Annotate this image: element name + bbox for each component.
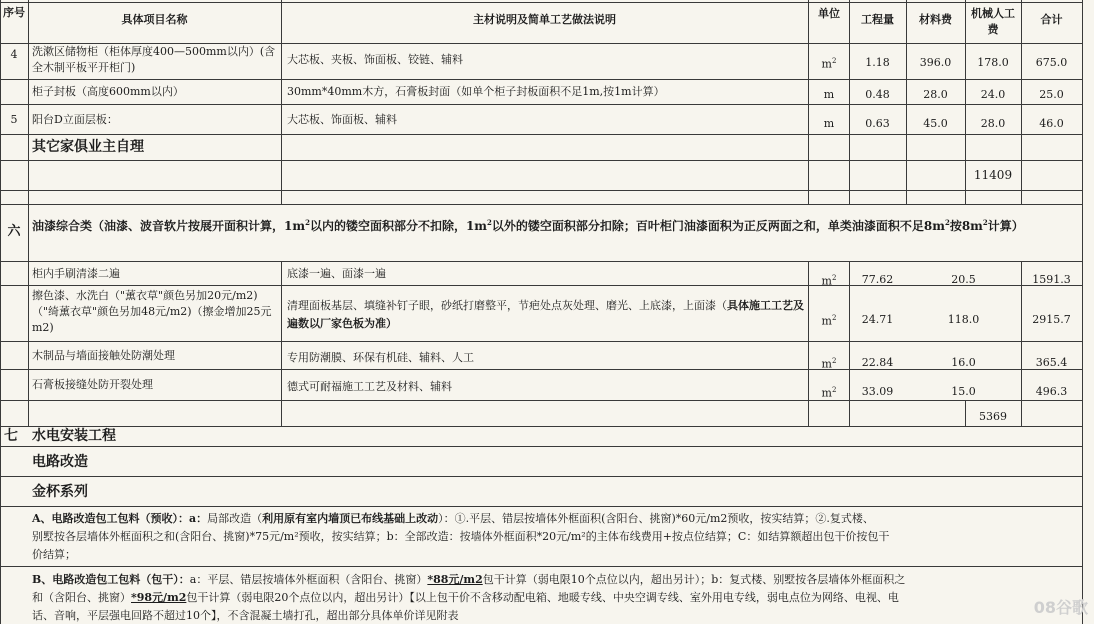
row-total: 25.0	[1039, 88, 1064, 101]
note-b-line: B、电路改造包工包料（包干）：a：平层、错层按墙体外框面积（含阳台、挑窗）*88元/m2包干计算（弱电限10个点位以内，超出另计）；b：复式楼、别墅按各层墙体外框面积之	[32, 573, 906, 586]
grid-line	[906, 0, 907, 204]
section-seq: 七	[4, 428, 18, 444]
grid-line	[0, 426, 1082, 427]
grid-line	[808, 0, 809, 204]
row-unit: m	[823, 117, 835, 130]
header-unit: 单位	[818, 7, 840, 20]
row-item-name: 洗漱区储物柜（柜体厚度400—500mm以内）(含全木制平板平开柜门)	[32, 45, 276, 74]
row-seq: 4	[10, 48, 18, 61]
section-subtotal: 5369	[979, 410, 1007, 423]
grid-line	[281, 0, 282, 204]
grid-line	[0, 506, 1082, 507]
grid-line	[0, 341, 1082, 342]
row-qty: 24.71	[861, 313, 894, 326]
header-seq: 序号	[3, 6, 25, 19]
row-total: 46.0	[1039, 117, 1064, 130]
row-labor: 28.0	[980, 117, 1006, 130]
grid-line	[0, 0, 1, 624]
row-item-name: 柜内手刷清漆二遍	[32, 267, 120, 280]
section-title: 油漆综合类（油漆、波音软片按展开面积计算，$1m^2$以内的镂空面积部分不扣除，$1m^2$以外的镂空面积部分扣除；百叶柜门油漆面积为正反两面之和，单类油漆面积不足$8m^2$按$8m^2$计算）	[32, 218, 1024, 233]
header-item-name: 具体项目名称	[121, 13, 188, 26]
row-qty: 77.62	[861, 273, 894, 286]
row-total: 1591.3	[1032, 273, 1071, 286]
row-description: 德式可耐福施工工艺及材料、辅料	[287, 380, 452, 393]
row-unit: $m^2$	[821, 386, 837, 400]
note-a-line: 价结算；	[32, 548, 76, 561]
row-labor: 178.0	[977, 56, 1009, 69]
row-unit: $m^2$	[821, 357, 837, 371]
row-total: 675.0	[1035, 56, 1068, 69]
grid-line	[0, 160, 1082, 161]
row-qty: 22.84	[861, 356, 894, 369]
row-description: 底漆一遍、面漆一遍	[287, 267, 386, 280]
row-unit-price: 16.0	[951, 356, 976, 369]
grid-line	[0, 134, 1082, 135]
grid-line	[1082, 0, 1083, 624]
header-quantity: 工程量	[861, 13, 894, 26]
section-subtotal: 11409	[973, 168, 1013, 182]
row-unit-price: 20.5	[951, 273, 976, 286]
grid-line	[0, 446, 1082, 447]
grid-line	[281, 261, 282, 426]
grid-line	[0, 261, 1082, 262]
grid-line	[0, 79, 1082, 80]
grid-line	[0, 2, 1082, 3]
row-item-name: 其它家俱业主自理	[32, 139, 144, 155]
section-title: 水电安装工程	[32, 428, 116, 444]
row-qty: 0.48	[865, 88, 890, 101]
row-seq: 5	[10, 113, 18, 126]
note-a-line: 别墅按各层墙体外框面积之和(含阳台、挑窗)*75元/m²预收，按实结算；b：全部改造：按墙体外框面积*20元/m²的主体布线费用+按点位结算；C：如结算额超出包干价按包干	[32, 530, 890, 543]
row-unit: m	[823, 88, 835, 101]
note-a-line: A、电路改造包工包料（预收）：a：局部改造（利用原有室内墙顶已布线基础上改动）：①.平层、错层按墙体外框面积(含阳台、挑窗)*60元/m2预收，按实结算；②.复式楼、	[32, 512, 874, 525]
row-description: 30mm*40mm木方，石膏板封面（如单个柜子封板面积不足1m,按1m计算）	[287, 85, 665, 98]
row-material: 45.0	[923, 117, 948, 130]
grid-line	[0, 204, 1082, 205]
row-item-name: 木制品与墙面接触处防潮处理	[32, 349, 175, 362]
grid-line	[0, 400, 1082, 401]
row-description: 清理面板基层、填缝补钉子眼，砂纸打磨整平，节疤处点灰处理、磨光、上底漆，上面漆（具体施工工艺及遍数以厂家色板为准）	[287, 299, 804, 330]
row-item-name: 阳台D立面层板：	[32, 113, 118, 126]
row-unit: $m^2$	[821, 57, 837, 71]
watermark-logo: 08谷歌	[1033, 598, 1088, 617]
row-qty: 33.09	[861, 385, 894, 398]
grid-line	[0, 476, 1082, 477]
row-material: 396.0	[919, 56, 952, 69]
header-labor-fee: 机械人工费	[971, 7, 1015, 36]
row-total: 2915.7	[1032, 313, 1071, 326]
row-unit: $m^2$	[821, 274, 837, 288]
header-description: 主材说明及简单工艺做法说明	[473, 13, 616, 26]
grid-line	[28, 0, 29, 426]
note-b-line: 和（含阳台、挑窗）*98元/m2包干计算（弱电限20个点位以内，超出另计）【以上包干价不含移动配电箱、地暖专线、中央空调专线、室外用电专线，弱电点位为网络、电视、电	[32, 591, 899, 604]
grid-line	[0, 369, 1082, 370]
row-unit: $m^2$	[821, 314, 837, 328]
row-description: 专用防潮膜、环保有机硅、辅料、人工	[287, 351, 474, 364]
grid-line	[849, 0, 850, 204]
subsection-title: 电路改造	[32, 454, 88, 470]
row-labor: 24.0	[980, 88, 1006, 101]
row-description: 大芯板、饰面板、辅料	[287, 113, 397, 126]
section-seq: 六	[7, 224, 21, 239]
row-total: 496.3	[1035, 385, 1068, 398]
grid-line	[0, 566, 1082, 567]
row-description: 大芯板、夹板、饰面板、铰链、辅料	[287, 53, 463, 66]
row-unit-price: 118.0	[947, 313, 980, 326]
row-qty: 0.63	[865, 117, 890, 130]
header-material-fee: 材料费	[919, 13, 952, 26]
row-total: 365.4	[1035, 356, 1068, 369]
grid-line	[0, 190, 1082, 191]
header-total: 合计	[1040, 13, 1063, 26]
row-item-name: 石膏板接缝处防开裂处理	[32, 378, 153, 391]
row-material: 28.0	[923, 88, 948, 101]
row-unit-price: 15.0	[951, 385, 976, 398]
subsection-title: 金杯系列	[32, 484, 88, 500]
grid-line	[1021, 0, 1022, 204]
row-item-name: 擦色漆、水洗白（"薰衣草"颜色另加20元/m2)（"绮薰衣草"颜色另加48元/m2)（擦金增加25元m2)	[32, 289, 272, 334]
row-item-name: 柜子封板（高度600mm以内）	[32, 85, 184, 98]
grid-line	[0, 104, 1082, 105]
note-b-line: 话、音响，平层强电回路不超过10个】，不含混凝土墙打孔，超出部分具体单价详见附表	[32, 609, 459, 622]
row-qty: 1.18	[865, 56, 890, 69]
